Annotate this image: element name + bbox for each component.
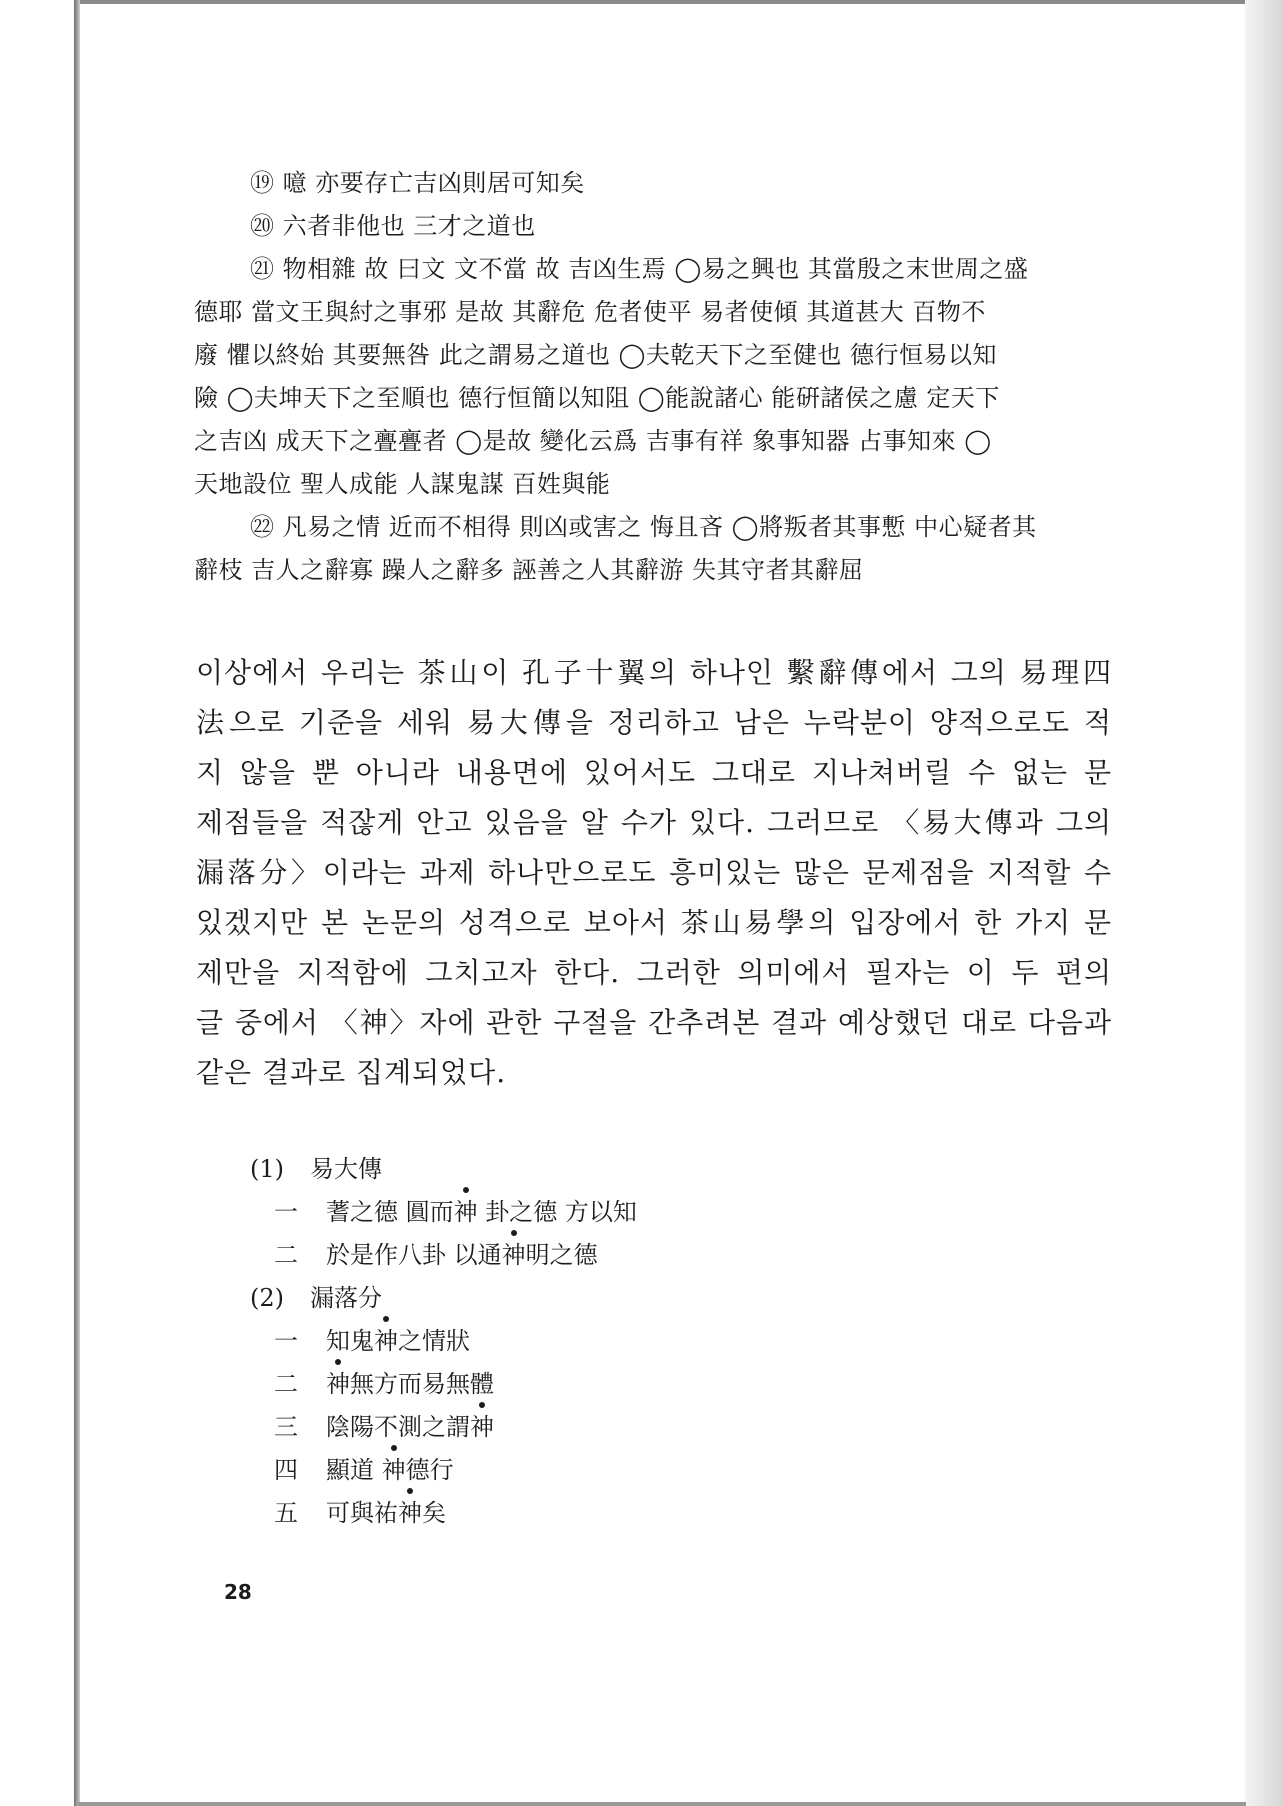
paragraph-line: 글 중에서 〈神〉자에 관한 구절을 간추려본 결과 예상했던 대로 다음과 xyxy=(196,1006,1112,1039)
list-item xyxy=(250,1191,950,1234)
paragraph-line: 제만을 지적함에 그치고자 한다. 그러한 의미에서 필자는 이 두 편의 xyxy=(196,956,1112,989)
list-item xyxy=(250,1234,950,1277)
list-item xyxy=(250,1406,950,1449)
emphasis-dot-character: 神 xyxy=(470,1406,494,1449)
quote-line: 之吉凶 成天下之亹亹者 ◯是故 變化云爲 吉事有祥 象事知器 占事知來 ◯ xyxy=(194,427,992,455)
list-item xyxy=(250,1363,950,1406)
emphasis-dot-character: 神 xyxy=(326,1363,350,1406)
list-item-text-post: 無方而易無體 xyxy=(350,1370,494,1398)
quote-line: ㉑ 物相雜 故 曰文 文不當 故 吉凶生焉 ◯易之興也 其當殷之末世周之盛 xyxy=(250,255,1029,283)
page-number: 28 xyxy=(224,1580,252,1604)
list-group-heading xyxy=(250,1277,950,1320)
list-group-heading xyxy=(250,1148,950,1191)
list-item-text-post: 卦之德 方以知 xyxy=(477,1198,637,1226)
list-item xyxy=(250,1320,950,1363)
paragraph-line: 같은 결과로 집계되었다. xyxy=(196,1056,507,1089)
list-item-text-pre: 可與祐 xyxy=(326,1499,398,1527)
list-item-number: 二 xyxy=(274,1241,298,1269)
citation-list xyxy=(250,1148,950,1535)
quote-line: ⑲ 噫 亦要存亡吉凶則居可知矣 xyxy=(250,169,585,197)
list-group-title: 易大傳 xyxy=(310,1155,382,1183)
list-item-number: 五 xyxy=(274,1499,298,1527)
quote-line: 辭枝 吉人之辭寡 躁人之辭多 誣善之人其辭游 失其守者其辭屈 xyxy=(194,556,864,584)
paragraph-line: 이상에서 우리는 茶山이 孔子十翼의 하나인 繫辭傳에서 그의 易理四 xyxy=(196,656,1112,689)
quote-entry-19 xyxy=(222,162,1112,205)
list-item-number: 一 xyxy=(274,1327,298,1355)
emphasis-dot-character: 神 xyxy=(374,1320,398,1363)
list-item-number: 二 xyxy=(274,1370,298,1398)
body-paragraph xyxy=(196,648,1112,1098)
list-item-text-post: 明之德 xyxy=(525,1241,598,1269)
paragraph-line: 있겠지만 본 논문의 성격으로 보아서 茶山易學의 입장에서 한 가지 문 xyxy=(196,906,1112,939)
emphasis-dot-character: 神 xyxy=(502,1234,526,1277)
list-item-number: 一 xyxy=(274,1198,298,1226)
quote-line: 天地設位 聖人成能 人謀鬼謀 百姓與能 xyxy=(194,470,611,498)
quote-entry-22 xyxy=(194,506,1112,592)
list-item-number: 三 xyxy=(274,1413,298,1441)
list-item-text-pre: 陰陽不測之謂 xyxy=(326,1413,470,1441)
quote-line: 廢 懼以終始 其要無咎 此之謂易之道也 ◯夫乾天下之至健也 德行恒易以知 xyxy=(194,341,998,369)
emphasis-dot-character: 神 xyxy=(382,1449,406,1492)
list-item-text-pre: 顯道 xyxy=(326,1456,382,1484)
paragraph-line: 法으로 기준을 세워 易大傳을 정리하고 남은 누락분이 양적으로도 적 xyxy=(196,706,1112,739)
emphasis-dot-character: 神 xyxy=(398,1492,422,1535)
list-item-text-pre: 蓍之德 圓而 xyxy=(326,1198,454,1226)
paragraph-line: 漏落分〉이라는 과제 하나만으로도 흥미있는 많은 문제점을 지적할 수 xyxy=(196,856,1112,889)
paragraph-line: 제점들을 적잖게 안고 있음을 알 수가 있다. 그러므로 〈易大傳과 그의 xyxy=(196,806,1112,839)
list-item-text-post: 德行 xyxy=(405,1456,454,1484)
paragraph-line: 지 않을 뿐 아니라 내용면에 있어서도 그대로 지나쳐버릴 수 없는 문 xyxy=(196,756,1112,789)
list-item-text-post: 矣 xyxy=(422,1499,446,1527)
quotation-block xyxy=(194,162,1112,592)
list-group-number: (1) xyxy=(250,1155,284,1183)
quote-line: 險 ◯夫坤天下之至順也 德行恒簡以知阻 ◯能說諸心 能硏諸侯之慮 定天下 xyxy=(194,384,1000,412)
quote-entry-20 xyxy=(222,205,1112,248)
quote-line: ㉒ 凡易之情 近而不相得 則凶或害之 悔且吝 ◯將叛者其事慙 中心疑者其 xyxy=(250,513,1037,541)
quote-line: ⑳ 六者非他也 三才之道也 xyxy=(250,212,536,240)
list-item xyxy=(250,1492,950,1535)
quote-line: 德耶 當文王與紂之事邪 是故 其辭危 危者使平 易者使傾 其道甚大 百物不 xyxy=(194,298,986,326)
list-item-text-pre: 於是作八卦 以通 xyxy=(326,1241,502,1269)
list-item-text-post: 之情狀 xyxy=(398,1327,470,1355)
list-item xyxy=(250,1449,950,1492)
list-group-number: (2) xyxy=(250,1284,284,1312)
list-item-number: 四 xyxy=(274,1456,298,1484)
list-group-title: 漏落分 xyxy=(310,1284,382,1312)
emphasis-dot-character: 神 xyxy=(454,1191,478,1234)
list-item-text-pre: 知鬼 xyxy=(326,1327,374,1355)
quote-entry-21 xyxy=(194,248,1112,506)
